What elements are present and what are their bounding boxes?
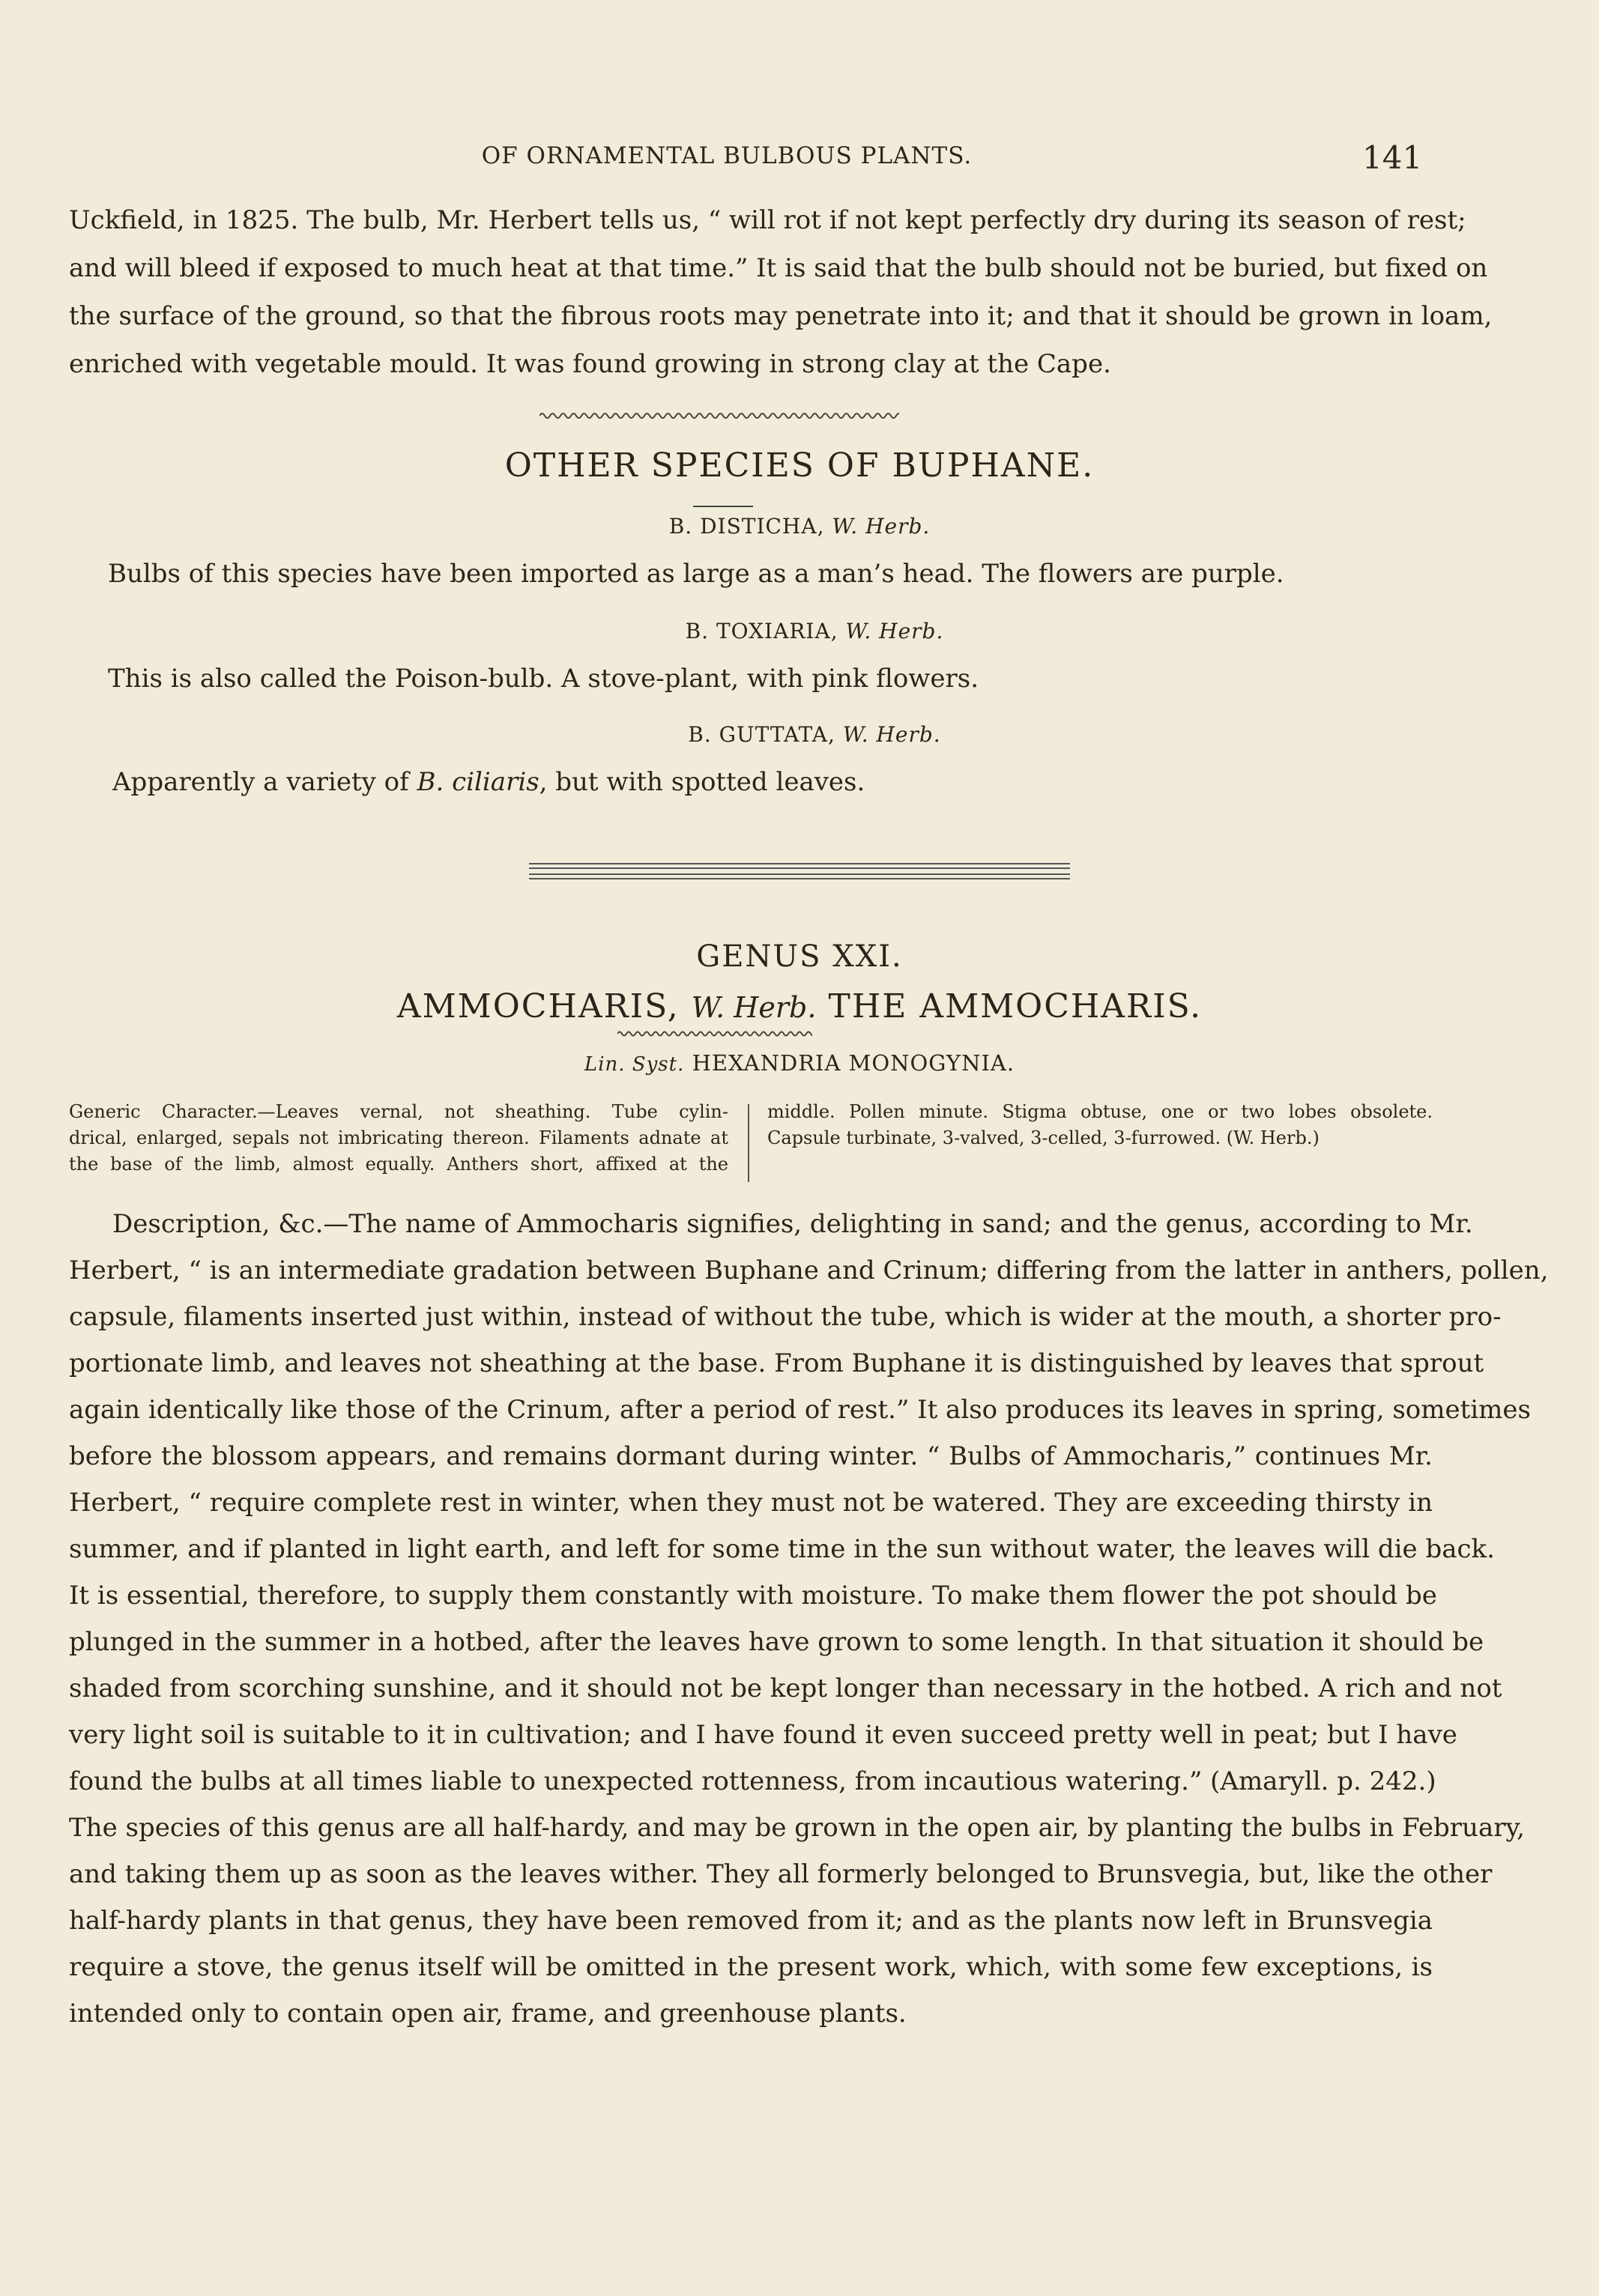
column-line: middle. Pollen minute. Stigma obtuse, one or two lobes obsolete. [767, 1101, 1433, 1122]
species-name [0, 514, 1599, 539]
species-name-text: B. TOXIARIA, [685, 619, 838, 643]
genus-number: GENUS XXI. [696, 939, 903, 974]
species-name-text: B. GUTTATA, [688, 722, 835, 747]
running-title: OF ORNAMENTAL BULBOUS PLANTS. [481, 142, 973, 169]
linnaean-system [0, 1050, 1599, 1076]
text-line: Herbert, “ require complete rest in winter, when they must not be watered. They are exceeding thirsty in [69, 1488, 1433, 1518]
double-rule [529, 873, 1070, 879]
text-line: require a stove, the genus itself will be omitted in the present work, which, with some few exceptions, is [69, 1952, 1433, 1982]
text-line: again identically like those of the Crinum, after a period of rest.” It also produces its leaves in spring, sometimes [69, 1395, 1531, 1425]
wavy-line [539, 414, 899, 418]
text-line: portionate limb, and leaves not sheathing at the base. From Buphane it is distinguished by leaves that sprout [69, 1348, 1484, 1378]
text-line: The species of this genus are all half-hardy, and may be grown in the open air, by planting the bulbs in February, [69, 1813, 1525, 1843]
description-text: , but with spotted leaves. [539, 767, 865, 797]
species-authority: W. Herb. [845, 619, 944, 643]
wavy-divider [539, 411, 899, 421]
species-name-text: B. DISTICHA, [668, 514, 825, 539]
text-line: Uckfield, in 1825. The bulb, Mr. Herbert tells us, “ will rot if not kept perfectly dry during its season of rest; [69, 205, 1466, 235]
text-line: Herbert, “ is an intermediate gradation between Buphane and Crinum; differing from the latter in anthers, pollen, [69, 1255, 1549, 1285]
genus-title [0, 987, 1599, 1026]
description-italic: B. ciliaris [417, 767, 539, 797]
species-name [15, 722, 1599, 747]
text-line: the surface of the ground, so that the fibrous roots may penetrate into it; and that it should be grown in loam, [69, 301, 1493, 331]
species-name [15, 619, 1599, 643]
species-description: Bulbs of this species have been imported as large as a man’s head. The flowers are purple. [108, 559, 1284, 589]
text-line: very light soil is suitable to it in cultivation; and I have found it even succeed pretty well in peat; but I have [69, 1720, 1457, 1750]
column-line: the base of the limb, almost equally. Anthers short, affixed at the [69, 1154, 728, 1175]
column-line: Capsule turbinate, 3-valved, 3-celled, 3-furrowed. (W. Herb.) [767, 1127, 1320, 1148]
column-line: Generic Character.—Leaves vernal, not sheathing. Tube cylin- [69, 1101, 728, 1122]
text-line: and taking them up as soon as the leaves wither. They all formerly belonged to Brunsvegia, but, like the other [69, 1859, 1493, 1889]
text-line: and will bleed if exposed to much heat at that time.” It is said that the bulb should not be buried, but fixed on [69, 253, 1488, 283]
column-line: drical, enlarged, sepals not imbricating thereon. Filaments adnate at [69, 1127, 728, 1148]
text-line: enriched with vegetable mould. It was found growing in strong clay at the Cape. [69, 349, 1111, 379]
genus-name: AMMOCHARIS, [396, 987, 680, 1026]
wavy-line [617, 1032, 812, 1036]
text-line: plunged in the summer in a hotbed, after the leaves have grown to some length. In that situation it should be [69, 1627, 1484, 1657]
text-line: half-hardy plants in that genus, they have been removed from it; and as the plants now left in Brunsvegia [69, 1906, 1433, 1936]
text-line: shaded from scorching sunshine, and it should not be kept longer than necessary in the hotbed. A rich and not [69, 1673, 1502, 1703]
description-text: Apparently a variety of [112, 767, 417, 797]
text-line: summer, and if planted in light earth, and left for some time in the sun without water, the leaves will die back. [69, 1534, 1495, 1564]
species-description [112, 767, 1476, 797]
genus-authority: W. Herb. [691, 991, 817, 1024]
system-label: Lin. Syst. [584, 1053, 685, 1076]
species-description: This is also called the Poison-bulb. A stove-plant, with pink flowers. [108, 664, 979, 694]
double-rule [529, 863, 1070, 869]
text-line: It is essential, therefore, to supply them constantly with moisture. To make them flower the pot should be [69, 1581, 1437, 1611]
column-divider [748, 1104, 749, 1182]
text-line: found the bulbs at all times liable to unexpected rottenness, from incautious watering.” (Amaryll. p. 242.) [69, 1766, 1436, 1796]
genus-common-name: THE AMMOCHARIS. [828, 987, 1203, 1026]
page-number: 141 [1362, 139, 1423, 176]
species-authority: W. Herb. [832, 514, 931, 539]
text-line: intended only to contain open air, frame, and greenhouse plants. [69, 1999, 907, 2029]
text-line: before the blossom appears, and remains dormant during winter. “ Bulbs of Ammocharis,” continues Mr. [69, 1441, 1433, 1471]
text-line: Description, &c.—The name of Ammocharis signifies, delighting in sand; and the genus, according to Mr. [112, 1209, 1473, 1239]
text-line: capsule, filaments inserted just within, instead of without the tube, which is wider at the mouth, a shorter pro- [69, 1302, 1502, 1332]
wavy-divider [617, 1029, 812, 1038]
species-authority: W. Herb. [842, 722, 941, 747]
system-name: HEXANDRIA MONOGYNIA. [692, 1050, 1015, 1076]
section-heading: OTHER SPECIES OF BUPHANE. [504, 446, 1095, 485]
short-rule [693, 506, 753, 507]
